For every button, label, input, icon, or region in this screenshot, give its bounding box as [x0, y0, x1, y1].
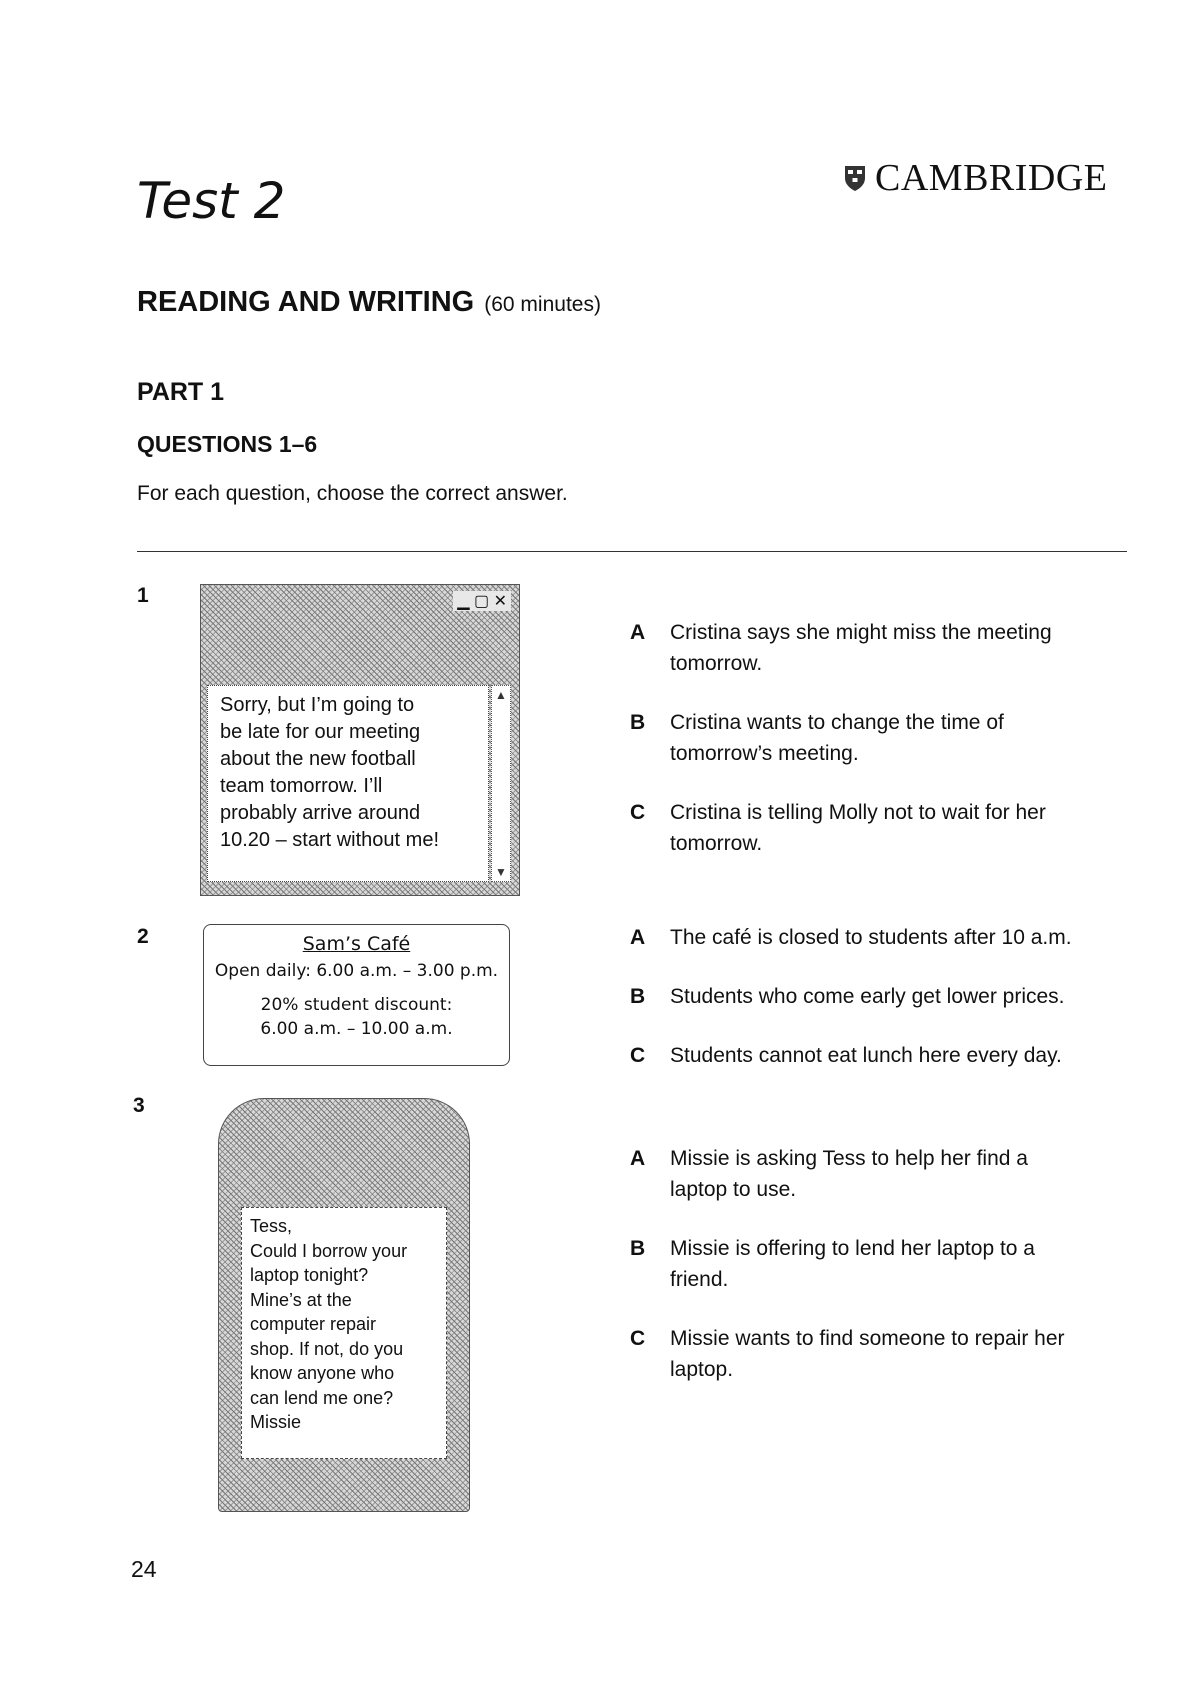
section-title-text: READING AND WRITING — [137, 286, 475, 318]
option-a — [630, 1143, 1090, 1205]
message-line: Mine’s at the — [250, 1289, 352, 1310]
message-line: know anyone who — [250, 1363, 395, 1383]
option-text: Missie wants to find someone to repair her laptop. — [670, 1327, 1065, 1381]
message-line: Could I borrow your — [250, 1240, 408, 1261]
shield-icon — [843, 164, 867, 192]
option-b — [630, 981, 1140, 1012]
option-text: Missie is offering to lend her laptop to a friend. — [670, 1237, 1035, 1291]
scrollbar — [491, 685, 511, 882]
option-letter: A — [630, 621, 646, 644]
option-a — [630, 922, 1140, 953]
option-text: The café is closed to students after 10 a.m. — [670, 926, 1072, 949]
message-line: shop. If not, do you — [250, 1338, 404, 1359]
option-text: Cristina wants to change the time of tomorrow’s meeting. — [670, 711, 1004, 765]
options-list — [630, 617, 1090, 859]
part-title: PART 1 — [137, 378, 225, 406]
text-message — [241, 1207, 447, 1459]
option-text: Students cannot eat lunch here every day. — [670, 1044, 1062, 1067]
cafe-name: Sam’s Café — [302, 933, 411, 955]
option-text: Cristina says she might miss the meeting tomorrow. — [670, 621, 1052, 675]
cafe-sign — [203, 924, 510, 1066]
chevron-up-icon: ▲ — [495, 688, 507, 702]
question-number: 2 — [137, 925, 149, 948]
question-number: 1 — [137, 584, 149, 607]
section-duration: (60 minutes) — [484, 293, 601, 316]
message-line: laptop tonight? — [250, 1265, 369, 1285]
window-controls: ▁ ▢ ✕ — [453, 591, 511, 611]
option-c — [630, 1040, 1140, 1071]
sms-message — [250, 1214, 446, 1435]
section-title — [137, 286, 601, 319]
option-c — [630, 797, 1090, 859]
cafe-discount-time: 6.00 a.m. – 10.00 a.m. — [260, 1019, 453, 1039]
option-letter: A — [630, 1147, 646, 1170]
option-text: Cristina is telling Molly not to wait for her tomorrow. — [670, 801, 1046, 855]
instruction: For each question, choose the correct answer. — [137, 482, 568, 505]
message-line: Sorry, but I’m going to — [220, 694, 415, 716]
message-line: be late for our meeting — [220, 721, 421, 743]
page-title: Test 2 — [137, 172, 286, 230]
option-letter: C — [630, 1327, 646, 1350]
message-line: 10.20 – start without me! — [220, 829, 440, 851]
message-line: Missie — [250, 1412, 302, 1432]
questions-title: QUESTIONS 1–6 — [137, 431, 318, 457]
options-list — [630, 922, 1140, 1071]
option-letter: C — [630, 801, 646, 824]
option-text: Missie is asking Tess to help her find a laptop to use. — [670, 1147, 1028, 1201]
email-body — [207, 685, 489, 882]
option-b — [630, 707, 1090, 769]
option-letter: B — [630, 985, 646, 1008]
message-line: Tess, — [250, 1216, 293, 1236]
option-letter: A — [630, 926, 646, 949]
message-line: about the new football — [220, 748, 416, 770]
option-letter: B — [630, 711, 646, 734]
email-message — [220, 692, 482, 854]
cambridge-logo — [843, 156, 1108, 200]
option-c — [630, 1323, 1090, 1385]
option-b — [630, 1233, 1090, 1295]
question-number: 3 — [133, 1094, 145, 1117]
cafe-discount: 20% student discount: — [260, 995, 453, 1015]
message-line: computer repair — [250, 1314, 377, 1334]
divider — [137, 551, 1127, 552]
option-letter: B — [630, 1237, 646, 1260]
message-line: team tomorrow. I’ll — [220, 775, 383, 797]
phone-screen — [218, 1098, 470, 1512]
options-list — [630, 1143, 1090, 1385]
message-line: probably arrive around — [220, 802, 421, 824]
logo-text: CAMBRIDGE — [875, 157, 1108, 199]
page-number: 24 — [131, 1556, 157, 1582]
option-a — [630, 617, 1090, 679]
cafe-hours: Open daily: 6.00 a.m. – 3.00 p.m. — [214, 961, 499, 981]
option-text: Students who come early get lower prices. — [670, 985, 1065, 1008]
email-window — [200, 584, 520, 896]
chevron-down-icon: ▼ — [495, 865, 507, 879]
option-letter: C — [630, 1044, 646, 1067]
message-line: can lend me one? — [250, 1387, 394, 1408]
